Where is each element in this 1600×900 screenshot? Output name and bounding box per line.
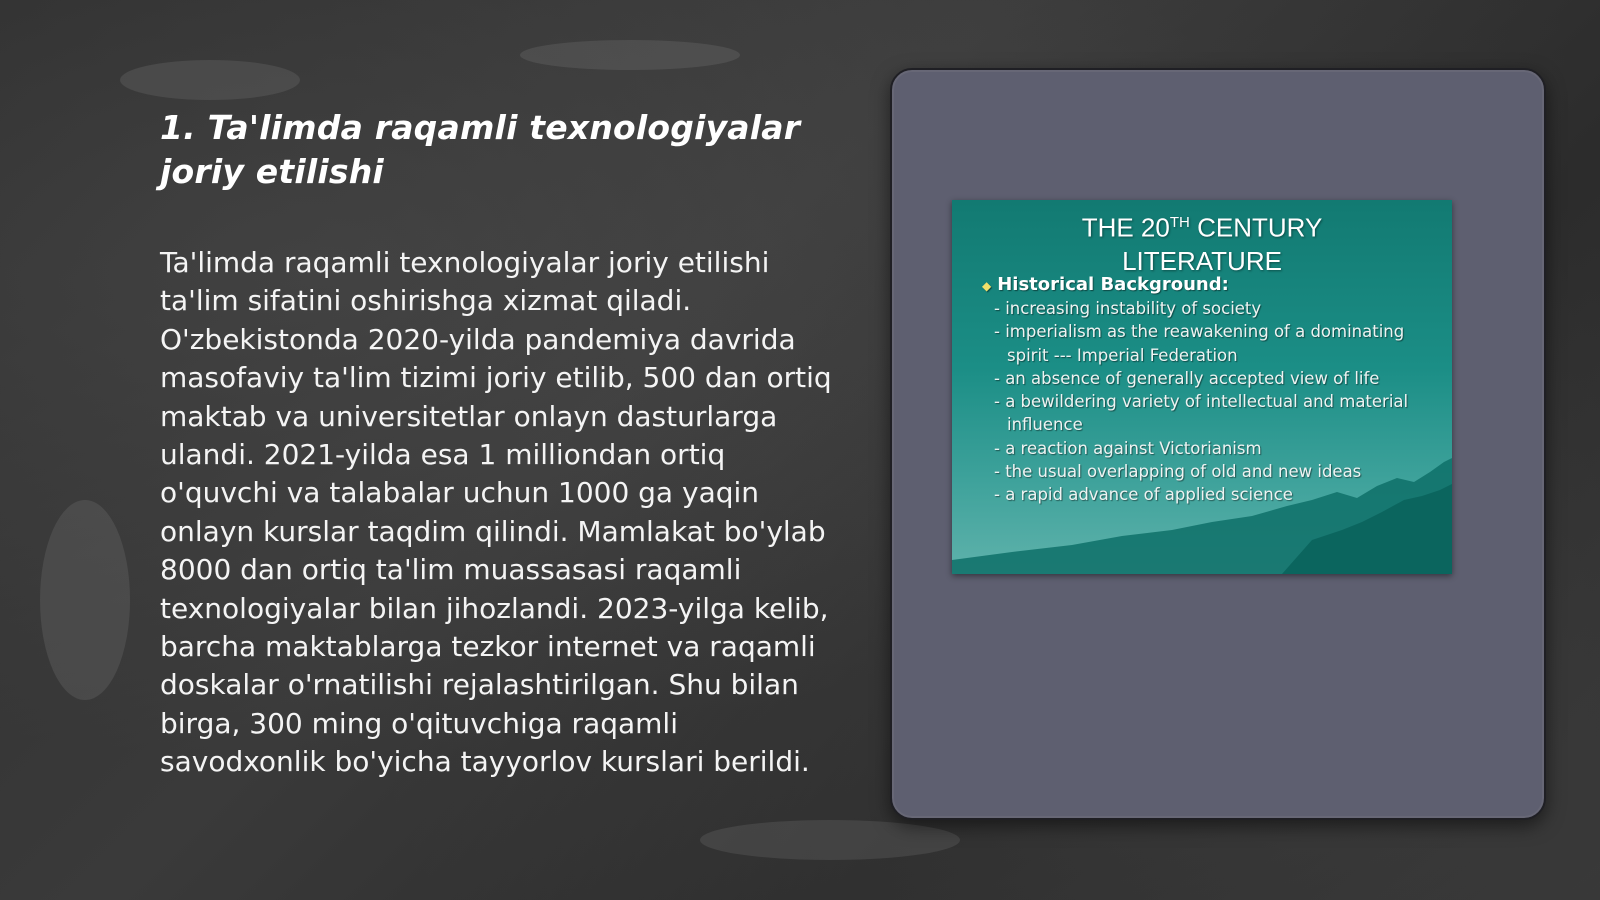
embedded-bullet-item: - a reaction against Victorianism [994, 438, 1262, 458]
embedded-bullet-item: - a bewildering variety of intellectual and material influence [994, 392, 1409, 435]
chalk-texture-speck [700, 820, 960, 860]
embedded-bullet-item: - the usual overlapping of old and new ideas [994, 462, 1362, 482]
embedded-title-superscript: TH [1169, 214, 1190, 231]
embedded-bullet-item: - a rapid advance of applied science [994, 485, 1293, 505]
slide-title [160, 106, 840, 194]
embedded-title-prefix: THE 20 [1081, 212, 1170, 243]
embedded-slide-heading [982, 274, 1229, 297]
slide-title-line2: joriy etilishi [160, 152, 384, 191]
chalk-texture-speck [40, 500, 130, 700]
chalk-texture-speck [520, 40, 740, 70]
image-frame [890, 68, 1546, 820]
embedded-title-line2: LITERATURE [1122, 245, 1282, 276]
text-column [160, 106, 840, 782]
chalk-texture-speck [120, 60, 300, 100]
embedded-bullet-item: - an absence of generally accepted view of life [994, 368, 1380, 388]
slide-title-line1: 1. Ta'limda raqamli texnologiyalar [160, 108, 801, 147]
slide-body-text: Ta'limda raqamli texnologiyalar joriy etilishi ta'lim sifatini oshirishga xizmat qiladi. O'zbekistonda 2020-yilda pandemiya davrida masofaviy ta'lim tizimi joriy etilib, 500 dan ortiq maktab va universitetlar onlayn dasturlarga ulandi. 2021-yilda esa 1 milliondan ortiq o'quvchi va talabalar uchun 1000 ga yaqin onlayn kurslar taqdim qilindi. Mamlakat bo'ylab 8000 dan ortiq ta'lim muassasasi raqamli texnologiyalar bilan jihozlandi. 2023-yilga kelib, barcha maktablarga tezkor internet va raqamli doskalar o'rnatilishi rejalashtirilgan. Shu bilan birga, 300 ming o'qituvchiga raqamli savodxonlik bo'yicha tayyorlov kurslari berildi. [160, 246, 832, 779]
embedded-title-suffix: CENTURY [1189, 212, 1323, 243]
embedded-heading-text: Historical Background: [997, 274, 1229, 295]
embedded-bullet-item: - imperialism as the reawakening of a dominating spirit --- Imperial Federation [994, 322, 1405, 365]
diamond-bullet-icon: ◆ [982, 279, 992, 293]
embedded-bullet-item: - increasing instability of society [994, 299, 1262, 318]
embedded-bullet-list [994, 297, 1434, 507]
embedded-slide-title [952, 206, 1452, 278]
embedded-slide-image [952, 200, 1452, 574]
